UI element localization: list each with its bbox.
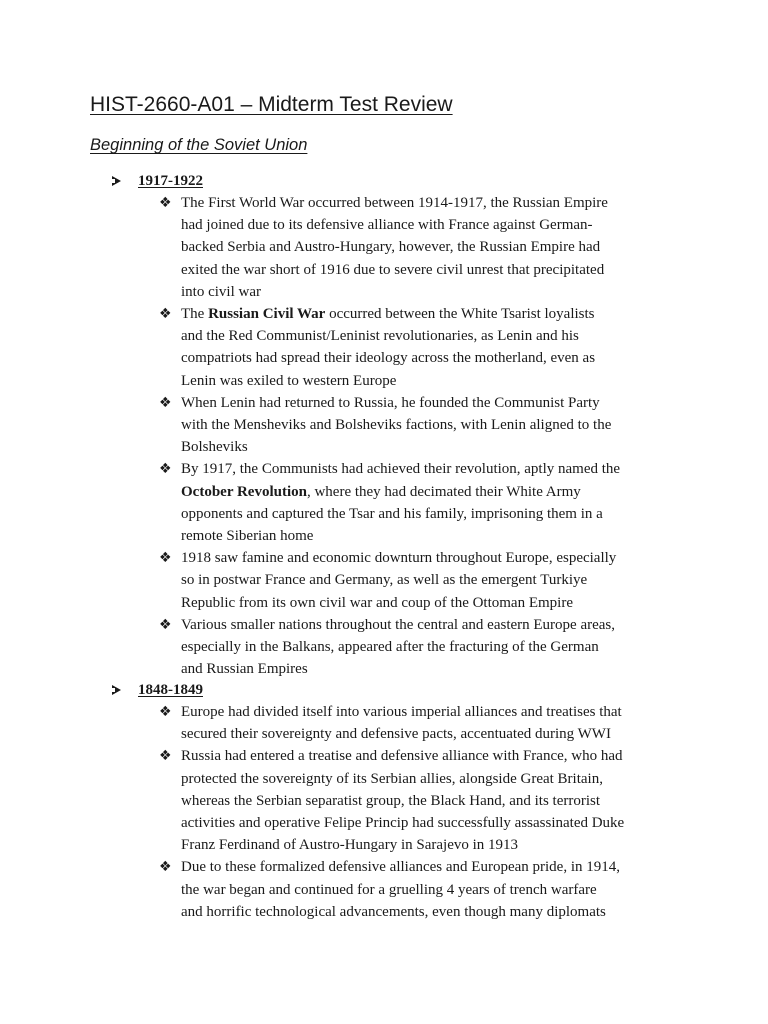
four-diamond-icon: ❖	[159, 704, 172, 720]
bullet-item	[112, 303, 672, 392]
section-heading: Beginning of the Soviet Union	[90, 136, 308, 154]
four-diamond-icon: ❖	[159, 748, 172, 765]
bold-term: Russian Civil War	[208, 306, 326, 323]
four-diamond-icon: ❖	[159, 195, 172, 211]
period-header	[112, 679, 672, 701]
bullet-item	[112, 701, 672, 745]
bullet-text: The Russian Civil War occurred between the White Tsarist loyalists and the Red Communist/Leninist revolutionaries, as Lenin and his compatriots had spread their ideology across the motherland, even as Lenin was exiled to western Europe	[181, 306, 596, 389]
bullet-text: When Lenin had returned to Russia, he founded the Communist Party with the Mensheviks and Bolsheviks factions, with Lenin aligned to the Bolsheviks	[181, 394, 612, 456]
bullet-text: Various smaller nations throughout the central and eastern Europe areas, especially in the Balkans, appeared after the fracturing of the German and Russian Empires	[181, 616, 616, 678]
period-label: 1848-1849	[138, 682, 203, 698]
arrow-right-icon	[112, 685, 121, 695]
period-header	[112, 170, 672, 192]
period-label: 1917-1922	[138, 173, 203, 189]
bullet-item	[112, 392, 672, 459]
period-section	[112, 679, 672, 923]
document-title: HIST-2660-A01 – Midterm Test Review	[90, 93, 453, 116]
bullet-item	[112, 856, 672, 923]
four-diamond-icon: ❖	[159, 306, 172, 323]
bullet-text: 1918 saw famine and economic downturn throughout Europe, especially so in postwar France and Germany, as well as the emergent Turkiye Republic from its own civil war and coup of the Ottoman Empire	[181, 550, 617, 611]
four-diamond-icon: ❖	[159, 550, 172, 567]
bullet-item	[112, 547, 672, 614]
bullet-list	[112, 701, 672, 923]
bullet-text: Russia had entered a treatise and defensive alliance with France, who had protected the sovereignty of its Serbian allies, alongside Great Britain, whereas the Serbian separatist group, the Black Hand, and its terrorist activities and operative Felipe Princip had successfully assassinated Duke Franz Ferdinand of Austro-Hungary in Sarajevo in 1913	[181, 748, 625, 854]
bullet-list	[112, 192, 672, 680]
four-diamond-icon: ❖	[159, 616, 172, 633]
bullet-item	[112, 192, 672, 303]
four-diamond-icon: ❖	[159, 394, 172, 411]
bullet-item	[112, 614, 672, 681]
period-section	[112, 170, 672, 680]
bullet-text: By 1917, the Communists had achieved their revolution, aptly named the October Revolution, where they had decimated their White Army opponents and captured the Tsar and his family, imprisoning them in a remote Siberian home	[181, 461, 621, 545]
four-diamond-icon: ❖	[159, 859, 172, 876]
bullet-item	[112, 745, 672, 856]
bullet-item	[112, 458, 672, 547]
bullet-text: Due to these formalized defensive alliances and European pride, in 1914, the war began and continued for a gruelling 4 years of trench warfare and horrific technological advancements, even though many diplomats	[181, 859, 621, 920]
four-diamond-icon: ❖	[159, 461, 172, 478]
bold-term: October Revolution	[181, 483, 307, 500]
bullet-text: Europe had divided itself into various imperial alliances and treatises that secured their sovereignty and defensive pacts, accentuated during WWI	[181, 704, 622, 743]
bullet-text: The First World War occurred between 1914-1917, the Russian Empire had joined due to its defensive alliance with France against German- backed Serbia and Austro-Hungary, however, the Russian Empire had exited the war short of 1916 due to severe civil unrest that precipitated into civil war	[181, 195, 608, 300]
arrow-right-icon	[112, 176, 121, 186]
